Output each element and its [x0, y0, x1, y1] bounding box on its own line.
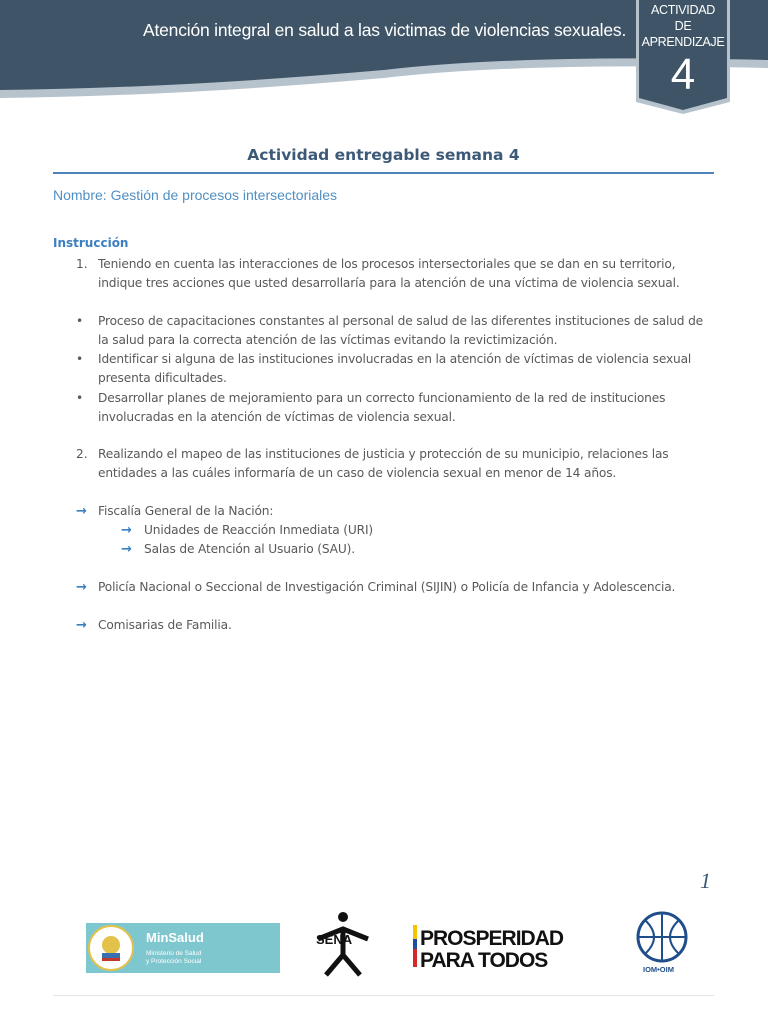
instruction-heading: Instrucción	[53, 236, 129, 250]
title-divider	[53, 172, 714, 174]
sena-text: SENA	[316, 932, 353, 947]
minsalud-text: MinSalud	[146, 930, 204, 945]
bullet-icon: •	[76, 391, 84, 405]
footer-divider	[53, 995, 714, 996]
page-number: 1	[700, 868, 711, 893]
question-1-line-2: indique tres acciones que usted desarrollaría para la atención de una víctima de violencia sexual.	[98, 276, 680, 290]
badge-number: 4	[670, 50, 696, 99]
bullet-3-line-2: involucradas en la atención de víctimas de violencia sexual.	[98, 410, 456, 424]
bullet-icon: •	[76, 314, 84, 328]
arrow-item-policia: Policía Nacional o Seccional de Investigación Criminal (SIJIN) o Policía de Infancia y Adolescencia.	[98, 580, 676, 594]
bullet-1-line-1: Proceso de capacitaciones constantes al personal de salud de las diferentes instituciones de salud de	[98, 314, 704, 328]
document-title: Actividad entregable semana 4	[247, 146, 520, 164]
oim-text: IOM•OIM	[643, 965, 674, 974]
arrow-right-icon: →	[76, 504, 87, 519]
activity-name: Nombre: Gestión de procesos intersectoriales	[53, 187, 338, 203]
question-2-line-1: Realizando el mapeo de las instituciones de justicia y protección de su municipio, relaciones las	[98, 447, 669, 461]
bullet-1-line-2: la salud para la correcta atención de las víctimas evitando la revictimización.	[98, 333, 558, 347]
arrow-subitem-uri: Unidades de Reacción Inmediata (URI)	[144, 523, 374, 537]
prosperidad-logo	[413, 925, 564, 972]
bullet-2-line-1: Identificar si alguna de las instituciones involucradas en la atención de víctimas de violencia sexual	[98, 352, 692, 366]
sena-logo	[316, 912, 368, 975]
question-1-number: 1.	[76, 257, 88, 271]
prosperidad-line-1: PROSPERIDAD	[420, 927, 564, 950]
header-title: Atención integral en salud a las victimas de violencias sexuales.	[143, 20, 627, 40]
footer-logos	[0, 905, 768, 985]
oim-logo	[638, 913, 686, 974]
arrow-right-icon: →	[121, 523, 132, 538]
minsalud-sub1: Ministerio de Salud	[146, 950, 202, 957]
arrow-item-comisarias: Comisarias de Familia.	[98, 618, 232, 632]
bullet-3-line-1: Desarrollar planes de mejoramiento para un correcto funcionamiento de la red de instituciones	[98, 391, 666, 405]
badge-line-3: APRENDIZAJE	[641, 35, 725, 49]
arrow-subitem-sau: Salas de Atención al Usuario (SAU).	[144, 542, 355, 556]
minsalud-sub2: y Protección Social	[146, 958, 202, 965]
minsalud-logo	[86, 923, 280, 973]
bullet-icon: •	[76, 352, 84, 366]
arrow-right-icon: →	[76, 580, 87, 595]
question-1-line-1: Teniendo en cuenta las interacciones de los procesos intersectoriales que se dan en su territorio,	[98, 257, 676, 271]
prosperidad-line-2: PARA TODOS	[420, 949, 548, 972]
question-2-number: 2.	[76, 447, 88, 461]
bullet-2-line-2: presenta dificultades.	[98, 371, 227, 385]
arrow-right-icon: →	[76, 618, 87, 633]
badge-line-2: DE	[674, 19, 692, 33]
arrow-right-icon: →	[121, 542, 132, 557]
badge-line-1: ACTIVIDAD	[651, 3, 715, 17]
arrow-item-fiscalia: Fiscalía General de la Nación:	[98, 504, 274, 518]
question-2-line-2: entidades a las cuáles informaría de un caso de violencia sexual en menor de 14 años.	[98, 466, 617, 480]
